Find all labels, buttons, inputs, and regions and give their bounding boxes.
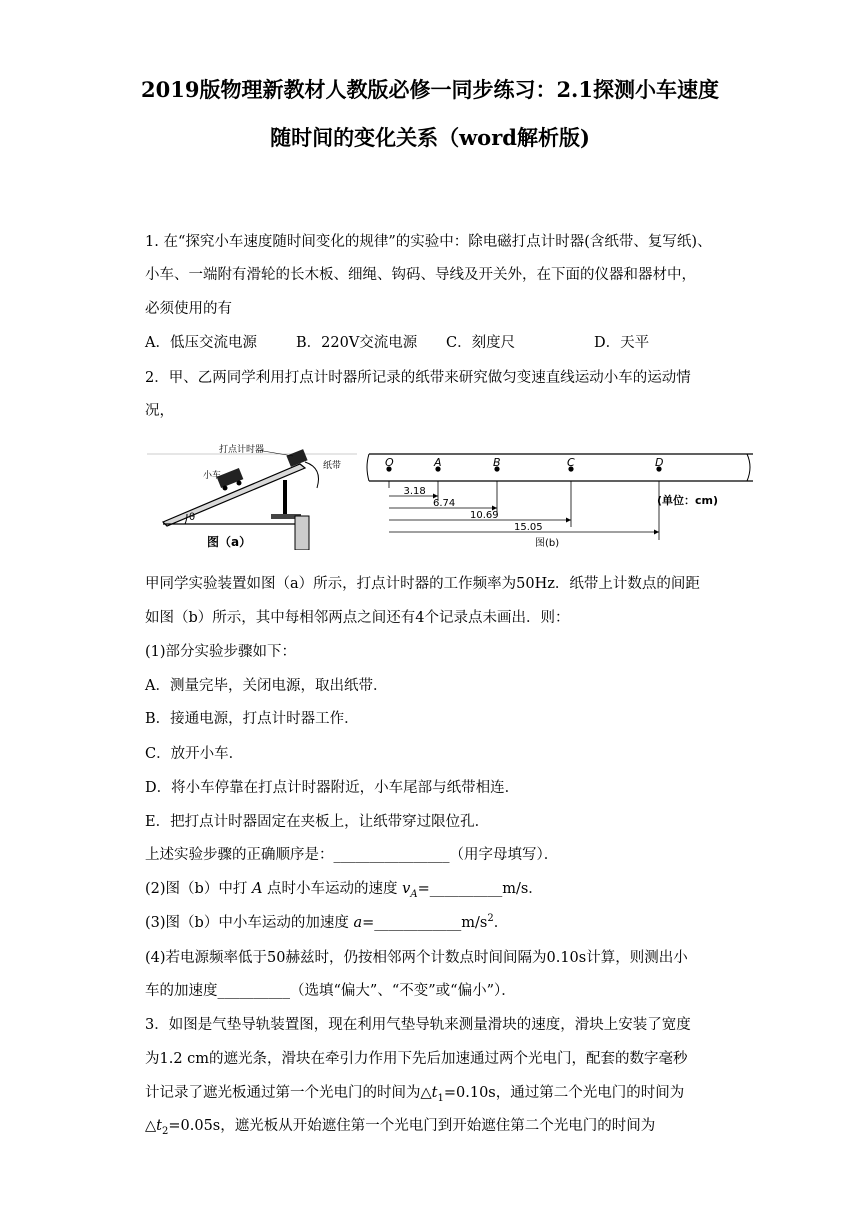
q2-step-e: E．把打点计时器固定在夹板上，让纸带穿过限位孔． [145,814,490,830]
part2-text-a: (2)图（b）中打 [145,881,248,897]
q3-line-1: 3．如图是气垫导轨装置图，现在利用气垫导轨来测量滑块的速度，滑块上安装了宽度 [145,1017,691,1033]
tape-point-label-B: B [493,456,501,469]
distance-label-0: 3.18 [403,486,426,497]
q2-part-4-line-2: 车的加速度__________（选填“偏大”、“不变”或“偏小”）． [145,983,516,999]
tape-point-label-O: O [385,456,394,469]
q3-l4-sub: 2 [161,1125,169,1137]
q2-line-3: 甲同学实验装置如图（a）所示，打点计时器的工作频率为50Hz．纸带上计数点的间距 [145,576,700,592]
distance-label-2: 10.69 [470,510,499,521]
q2-step-d: D．将小车停靠在打点计时器附近，小车尾部与纸带相连． [145,780,520,796]
q2-order-question: 上述实验步骤的正确顺序是：________________（用字母填写）． [145,847,559,863]
part2-var: A [251,881,263,897]
tape-label: 纸带 [323,461,342,471]
distance-arrow-3 [654,530,659,535]
part2-sub: A [410,888,418,900]
q2-line-1: 2．甲、乙两同学利用打点计时器所记录的纸带来研究做匀变速直线运动小车的运动情 [145,370,691,386]
q1-line-2: 小车、一端附有滑轮的长木板、细绳、钩码、导线及开关外，在下面的仪器和器材中， [145,267,696,283]
q2-line-4: 如图（b）所示，其中每相邻两点之间还有4个记录点未画出．则： [145,610,570,626]
figure-b-tape [365,448,753,548]
timer-block [286,449,307,467]
q2-part-4-line-1: (4)若电源频率低于50赫兹时，仍按相邻两个计数点时间间隔为0.10s计算，则测出小 [145,950,688,966]
distance-label-3: 15.05 [514,522,543,533]
unit-label: (单位：cm) [657,494,719,507]
q3-l3-t: t [431,1085,438,1101]
q2-step-c: C．放开小车． [145,746,244,762]
q1-option-a: A．低压交流电源 [145,335,257,351]
q1-line-3: 必须使用的有 [145,301,232,317]
figure-a-apparatus [145,438,360,550]
q1-option-d: D．天平 [594,335,650,351]
q3-line-3 [145,1081,684,1104]
document-title-line-1: 2019版物理新教材人教版必修一同步练习：2.1探测小车速度 [141,77,719,102]
q1-option-c: C．刻度尺 [446,335,516,351]
q3-line-4 [145,1114,655,1137]
part2-text-c: =__________m/s． [417,881,543,897]
car-label: 小车 [203,471,222,481]
q2-step-b: B．接通电源，打点计时器工作． [145,711,359,727]
q3-l3-text-b: =0.10s，通过第二个光电门的时间为 [443,1085,685,1101]
q3-l3-text-a: 计记录了遮光板通过第一个光电门的时间为△ [145,1085,432,1101]
q2-part-3 [145,911,508,932]
q2-step-a: A．测量完毕，关闭电源，取出纸带． [145,678,388,694]
angle-label: θ [189,512,196,523]
q1-option-b: B．220V交流电源 [296,335,418,351]
distance-arrow-2 [566,518,571,523]
q2-part-1: (1)部分实验步骤如下： [145,644,297,660]
q3-l4-text-a: △ [145,1118,157,1134]
tape-point-label-D: D [655,456,664,469]
part3-text-b: =____________m/s [362,915,488,931]
q1-line-1: 1. 在“探究小车速度随时间变化的规律”的实验中：除电磁打点计时器(含纸带、复写纸)、 [145,234,712,250]
figure-b-caption: 图(b) [535,538,560,548]
figure-a-caption: 图（a） [207,535,252,549]
part3-text-c: ． [493,915,509,931]
q3-l4-t: t [156,1118,162,1134]
part2-text-b: 点时小车运动的速度 [267,881,398,897]
q2-part-2 [145,877,543,900]
part3-text-a: (3)图（b）中小车运动的加速度 [145,915,349,931]
q3-line-2: 为1.2 cm的遮光条，滑块在牵引力作用下先后加速通过两个光电门，配套的数字毫秒 [145,1051,688,1067]
part3-var: a [353,915,363,931]
q2-line-2: 况， [145,403,174,419]
tape-point-label-C: C [567,456,575,469]
distance-label-1: 6.74 [433,498,456,509]
tape-point-label-A: A [434,456,442,469]
q3-l4-text-b: =0.05s，遮光板从开始遮住第一个光电门到开始遮住第二个光电门的时间为 [168,1118,656,1134]
timer-label: 打点计时器 [219,445,265,455]
part2-v: v [402,881,411,897]
part3-sup: 2 [487,913,494,925]
q3-l3-sub: 1 [437,1092,444,1104]
document-title-line-2: 随时间的变化关系（word解析版) [270,125,590,150]
